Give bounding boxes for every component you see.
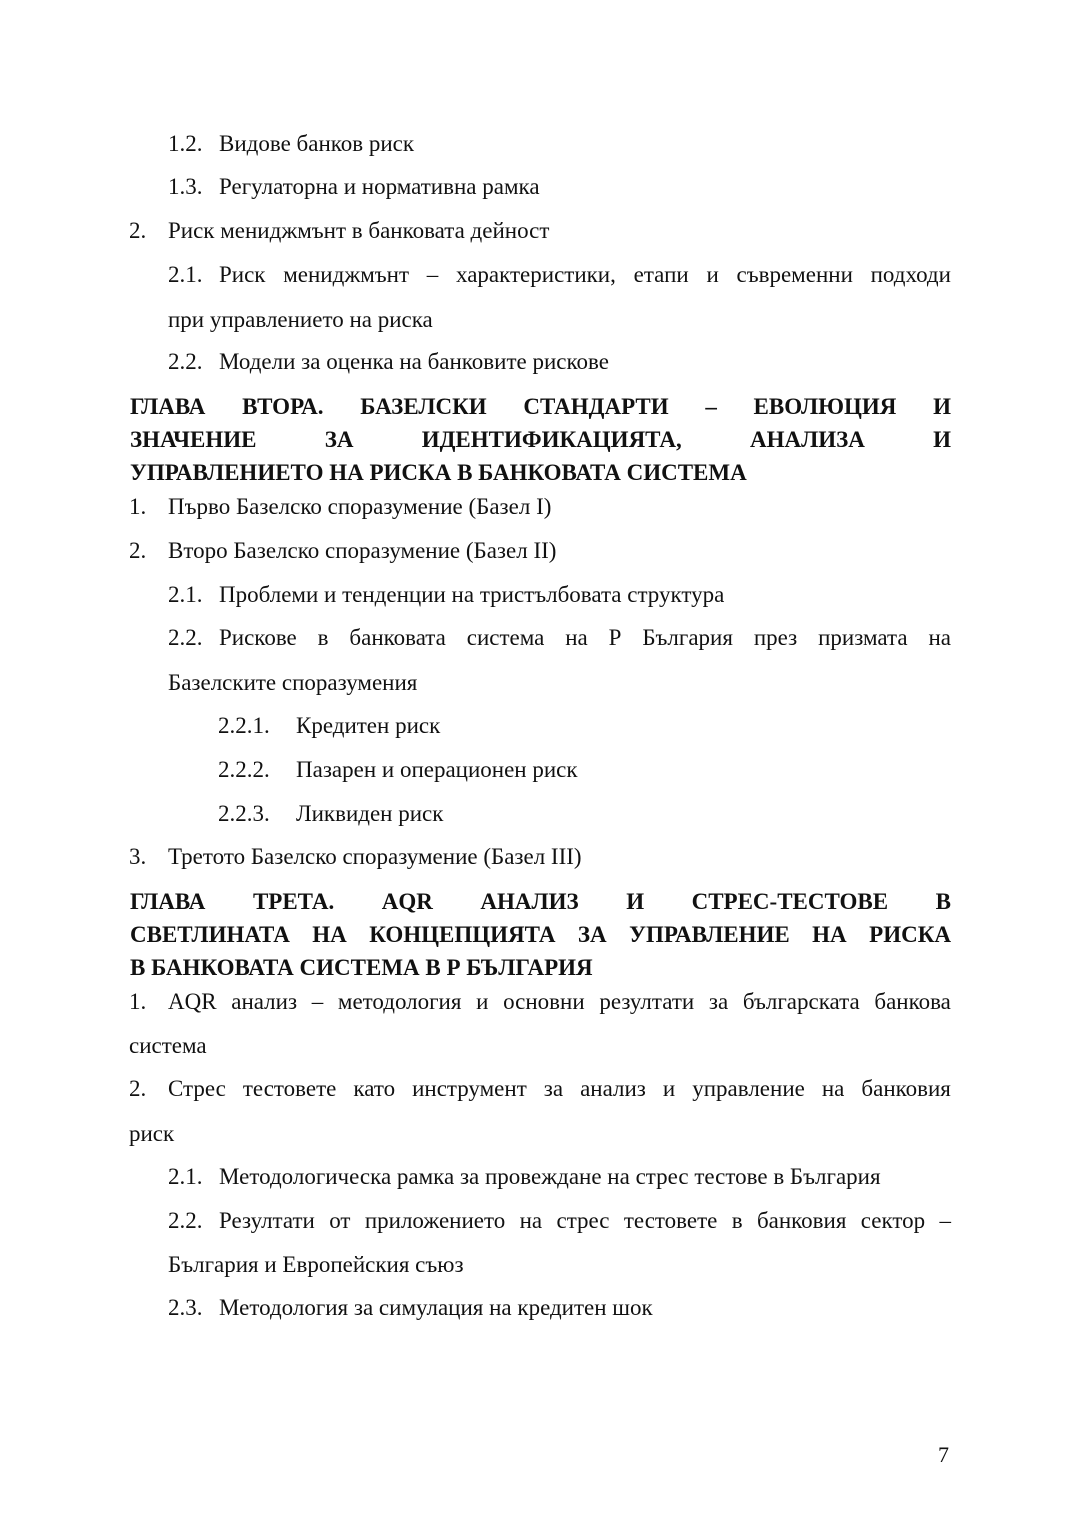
heading-word: И <box>933 427 951 452</box>
toc-number: 2.2. <box>168 1208 203 1233</box>
toc-word: основни <box>503 989 585 1014</box>
toc-number: 2. <box>129 1076 147 1101</box>
toc-entry-ch2-3 <box>129 843 582 871</box>
toc-word: Резултати <box>219 1208 315 1233</box>
toc-word: етапи <box>633 262 689 287</box>
toc-word: на <box>519 1208 543 1233</box>
toc-entry-ch3-2-continuation: риск <box>129 1121 175 1146</box>
heading-word: УПРАВЛЕНИЕ <box>629 922 790 947</box>
toc-word: Р <box>608 625 622 650</box>
heading-word: БАЗЕЛСКИ <box>360 394 487 419</box>
toc-word: методология <box>337 989 462 1014</box>
toc-entry-ch3-2-1 <box>168 1163 881 1191</box>
toc-word: като <box>353 1076 396 1101</box>
heading-row <box>130 390 951 423</box>
heading-row <box>130 423 951 456</box>
heading-word: ВТОРА. <box>242 394 324 419</box>
heading-word: РИСКА <box>869 922 951 947</box>
toc-entry-ch3-1 <box>129 988 951 1016</box>
toc-word: банкова <box>874 989 951 1014</box>
toc-number: 2.2.3. <box>218 801 270 826</box>
toc-number: 2.2.2. <box>218 757 270 782</box>
toc-word: система <box>466 625 545 650</box>
toc-word: за <box>543 1076 564 1101</box>
heading-row: УПРАВЛЕНИЕТО НА РИСКА В БАНКОВАТА СИСТЕМА <box>130 460 747 485</box>
toc-word: – <box>426 262 439 287</box>
toc-word: сектор <box>860 1208 926 1233</box>
toc-text-justified <box>219 624 951 652</box>
toc-word: банковия <box>756 1208 847 1233</box>
toc-number: 1.3. <box>168 174 203 199</box>
toc-word: тестовете <box>242 1076 337 1101</box>
toc-word: анализ <box>580 1076 646 1101</box>
toc-word: призмата <box>818 625 908 650</box>
chapter-three-heading <box>130 885 951 984</box>
toc-entry-ch3-2-3 <box>168 1294 653 1322</box>
heading-word: AQR <box>381 889 433 914</box>
heading-word: ЗА <box>577 922 607 947</box>
toc-word: банковата <box>349 625 446 650</box>
heading-word: И <box>626 889 645 914</box>
toc-word: от <box>329 1208 351 1233</box>
toc-word: приложението <box>364 1208 506 1233</box>
toc-text-justified <box>219 261 951 289</box>
toc-number: 2. <box>129 538 147 563</box>
toc-text: Модели за оценка на банковите рискове <box>219 349 609 374</box>
toc-entry-ch2-2-1 <box>168 581 724 609</box>
toc-number: 1. <box>129 989 147 1014</box>
toc-number: 3. <box>129 844 147 869</box>
toc-word: Стрес <box>168 1076 226 1101</box>
heading-word: ЗНАЧЕНИЕ <box>130 427 257 452</box>
toc-text: Пазарен и операционен риск <box>296 757 578 782</box>
toc-entry-ch2-2 <box>129 537 556 565</box>
toc-word: през <box>753 625 798 650</box>
toc-entry-2-2 <box>168 348 609 376</box>
toc-text: Регулаторна и нормативна рамка <box>219 174 540 199</box>
toc-word: тестовете <box>623 1208 718 1233</box>
toc-word: – <box>939 1208 951 1233</box>
toc-word: управление <box>692 1076 805 1101</box>
toc-word: за <box>708 989 729 1014</box>
heading-word: СВЕТЛИНАТА <box>130 922 290 947</box>
toc-word: подходи <box>870 262 951 287</box>
toc-entry-2-1 <box>168 261 951 289</box>
toc-number: 2.2. <box>168 349 203 374</box>
toc-word: и <box>706 262 719 287</box>
toc-number: 2. <box>129 218 147 243</box>
toc-text: Кредитен риск <box>296 713 441 738</box>
toc-entry-2 <box>129 217 549 245</box>
toc-word: и <box>476 989 489 1014</box>
toc-text: Ликвиден риск <box>296 801 444 826</box>
toc-word: AQR <box>168 989 217 1014</box>
heading-row: В БАНКОВАТА СИСТЕМА В Р БЪЛГАРИЯ <box>130 955 593 980</box>
toc-entry-ch2-2-2-2 <box>218 756 578 784</box>
toc-word: стрес <box>556 1208 610 1233</box>
heading-word: В <box>935 889 951 914</box>
heading-word: СТАНДАРТИ <box>523 394 669 419</box>
toc-word: анализ <box>231 989 298 1014</box>
heading-word: АНАЛИЗ <box>480 889 579 914</box>
toc-word: България <box>642 625 733 650</box>
toc-word: инструмент <box>412 1076 527 1101</box>
toc-entry-ch2-2-2-1 <box>218 712 440 740</box>
toc-word: в <box>317 625 329 650</box>
heading-word: СТРЕС-ТЕСТОВЕ <box>691 889 889 914</box>
heading-word: НА <box>312 922 347 947</box>
toc-entry-ch3-2-2-continuation: България и Европейския съюз <box>168 1252 464 1277</box>
heading-word: КОНЦЕПЦИЯТА <box>369 922 556 947</box>
toc-number: 2.2. <box>168 625 203 650</box>
heading-row <box>130 918 951 951</box>
toc-word: в <box>731 1208 743 1233</box>
toc-text: Риск мениджмънт в банковата дейност <box>168 218 550 243</box>
heading-word: ГЛАВА <box>130 394 206 419</box>
toc-text: Проблеми и тенденции на тристълбовата структура <box>219 582 725 607</box>
toc-word: – <box>311 989 324 1014</box>
heading-word: – <box>705 394 717 419</box>
toc-text-justified <box>168 988 951 1016</box>
toc-text: Методология за симулация на кредитен шок <box>219 1295 653 1320</box>
toc-word: Риск <box>219 262 266 287</box>
toc-word: съвременни <box>736 262 853 287</box>
toc-number: 1. <box>129 494 147 519</box>
toc-text: Първо Базелско споразумение (Базел I) <box>168 494 552 519</box>
page-number: 7 <box>938 1442 949 1467</box>
toc-word: Рискове <box>219 625 297 650</box>
toc-word: българската <box>742 989 860 1014</box>
toc-entry-1-2 <box>168 130 414 158</box>
heading-word: ГЛАВА <box>130 889 206 914</box>
toc-entry-ch3-1-continuation: система <box>129 1033 207 1058</box>
toc-number: 2.1. <box>168 1164 203 1189</box>
toc-entry-ch2-2-2-continuation: Базелските споразумения <box>168 670 418 695</box>
toc-number: 2.2.1. <box>218 713 270 738</box>
heading-word: ТРЕТА. <box>252 889 335 914</box>
toc-word: резултати <box>599 989 695 1014</box>
heading-word: И <box>933 394 951 419</box>
toc-word: на <box>928 625 951 650</box>
toc-text: Методологическа рамка за провеждане на стрес тестове в България <box>219 1164 881 1189</box>
toc-word: мениджмънт <box>283 262 410 287</box>
heading-word: ИДЕНТИФИКАЦИЯТА, <box>421 427 682 452</box>
toc-number: 2.1. <box>168 582 203 607</box>
toc-word: и <box>662 1076 676 1101</box>
heading-word: НА <box>812 922 847 947</box>
heading-word: АНАЛИЗА <box>749 427 865 452</box>
toc-text-justified <box>219 1207 951 1235</box>
toc-entry-1-3 <box>168 173 540 201</box>
heading-word: ЕВОЛЮЦИЯ <box>753 394 897 419</box>
toc-text-justified <box>168 1075 951 1103</box>
toc-number: 2.1. <box>168 262 203 287</box>
heading-word: ЗА <box>324 427 354 452</box>
toc-number: 2.3. <box>168 1295 203 1320</box>
toc-entry-ch2-2-2 <box>168 624 951 652</box>
heading-row <box>130 885 951 918</box>
chapter-two-heading <box>130 390 951 489</box>
toc-entry-ch3-2 <box>129 1075 951 1103</box>
toc-entry-ch2-2-2-3 <box>218 800 443 828</box>
toc-entry-2-1-continuation: при управлението на риска <box>168 307 433 332</box>
toc-word: характеристики, <box>456 262 616 287</box>
toc-word: на <box>821 1076 845 1101</box>
toc-text: Третото Базелско споразумение (Базел III) <box>168 844 582 869</box>
toc-text: Видове банков риск <box>219 131 415 156</box>
toc-entry-ch2-1 <box>129 493 551 521</box>
toc-entry-ch3-2-2 <box>168 1207 951 1235</box>
toc-number: 1.2. <box>168 131 203 156</box>
toc-word: банковия <box>861 1076 951 1101</box>
toc-word: на <box>565 625 588 650</box>
toc-text: Второ Базелско споразумение (Базел II) <box>168 538 557 563</box>
